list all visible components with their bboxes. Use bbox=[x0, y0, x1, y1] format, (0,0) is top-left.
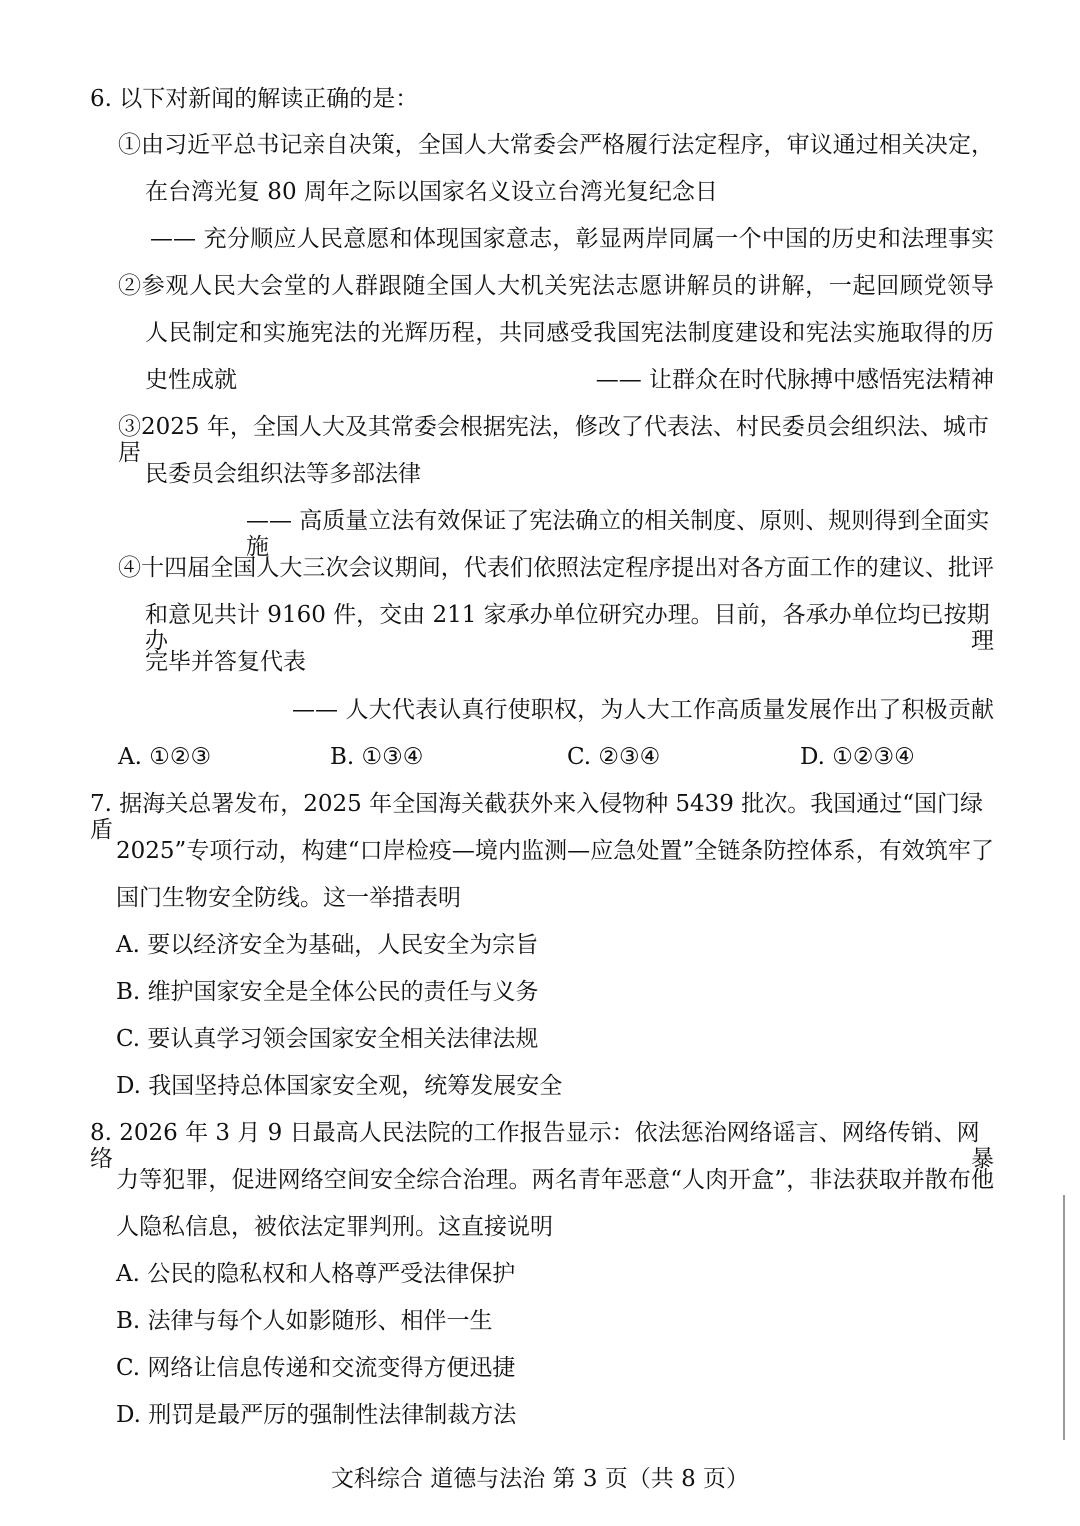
q8-option-d: D. 刑罚是最严厉的强制性法律制裁方法 bbox=[116, 1402, 517, 1428]
q8-option-b: B. 法律与每个人如影随形、相伴一生 bbox=[116, 1308, 493, 1334]
q6-item1-line1: ①由习近平总书记亲自决策，全国人大常委会严格履行法定程序，审议通过相关决定， bbox=[118, 132, 994, 158]
q7-stem-line1: 7. 据海关总署发布，2025 年全国海关截获外来入侵物种 5439 批次。我国通过“国门绿盾 bbox=[90, 791, 984, 844]
q6-option-d: D. ①②③④ bbox=[800, 744, 915, 770]
q6-stem: 6. 以下对新闻的解读正确的是： bbox=[90, 86, 419, 112]
q7-option-a: A. 要以经济安全为基础，人民安全为宗旨 bbox=[116, 932, 539, 958]
q8-stem-line1: 8. 2026 年 3 月 9 日最高人民法院的工作报告显示：依法惩治网络谣言、网络传销、网络暴 bbox=[90, 1120, 994, 1173]
q6-item2-line3: 史性成就 bbox=[145, 367, 237, 393]
q6-item3-line2: 民委员会组织法等多部法律 bbox=[145, 461, 421, 487]
q8-option-a: A. 公民的隐私权和人格尊严受法律保护 bbox=[116, 1261, 516, 1287]
q6-item4-line2: 和意见共计 9160 件，交由 211 家承办单位研究办理。目前，各承办单位均已按期办理 bbox=[145, 602, 994, 655]
q6-item4-line1: ④十四届全国人大三次会议期间，代表们依照法定程序提出对各方面工作的建议、批评 bbox=[118, 555, 994, 581]
q6-item2-line1: ②参观人民大会堂的人群跟随全国人大机关宪法志愿讲解员的讲解，一起回顾党领导 bbox=[118, 273, 994, 299]
q6-item3-line1: ③2025 年，全国人大及其常委会根据宪法，修改了代表法、村民委员会组织法、城市居 bbox=[118, 414, 989, 467]
q7-option-b: B. 维护国家安全是全体公民的责任与义务 bbox=[116, 979, 539, 1005]
q6-item4-interpretation: —— 人大代表认真行使职权，为人大工作高质量发展作出了积极贡献 bbox=[292, 697, 994, 723]
q7-stem-line2: 2025”专项行动，构建“口岸检疫—境内监测—应急处置”全链条防控体系，有效筑牢了 bbox=[116, 838, 994, 864]
page-footer: 文科综合 道德与法治 第 3 页（共 8 页） bbox=[330, 1466, 750, 1492]
q8-stem-line3: 人隐私信息，被依法定罪判刑。这直接说明 bbox=[116, 1214, 553, 1240]
q8-option-c: C. 网络让信息传递和交流变得方便迅捷 bbox=[116, 1355, 516, 1381]
q6-item4-line3: 完毕并答复代表 bbox=[145, 649, 306, 675]
q6-item2-interpretation: —— 让群众在时代脉搏中感悟宪法精神 bbox=[595, 367, 994, 393]
q6-item3-interpretation: —— 高质量立法有效保证了宪法确立的相关制度、原则、规则得到全面实施 bbox=[246, 508, 990, 561]
q6-option-c: C. ②③④ bbox=[567, 744, 661, 770]
q7-option-d: D. 我国坚持总体国家安全观，统筹发展安全 bbox=[116, 1073, 563, 1099]
q7-stem-line3: 国门生物安全防线。这一举措表明 bbox=[116, 885, 461, 911]
q8-stem-line2: 力等犯罪，促进网络空间安全综合治理。两名青年恶意“人肉开盒”，非法获取并散布他 bbox=[116, 1167, 994, 1193]
scan-artifact-line bbox=[1063, 1195, 1065, 1440]
q6-option-b: B. ①③④ bbox=[330, 744, 424, 770]
q7-option-c: C. 要认真学习领会国家安全相关法律法规 bbox=[116, 1026, 539, 1052]
q6-item2-line2: 人民制定和实施宪法的光辉历程，共同感受我国宪法制度建设和宪法实施取得的历 bbox=[145, 320, 994, 346]
q6-item1-interpretation: —— 充分顺应人民意愿和体现国家意志，彰显两岸同属一个中国的历史和法理事实 bbox=[150, 226, 994, 252]
q6-item1-line2: 在台湾光复 80 周年之际以国家名义设立台湾光复纪念日 bbox=[145, 179, 718, 205]
q6-option-a: A. ①②③ bbox=[118, 744, 212, 770]
